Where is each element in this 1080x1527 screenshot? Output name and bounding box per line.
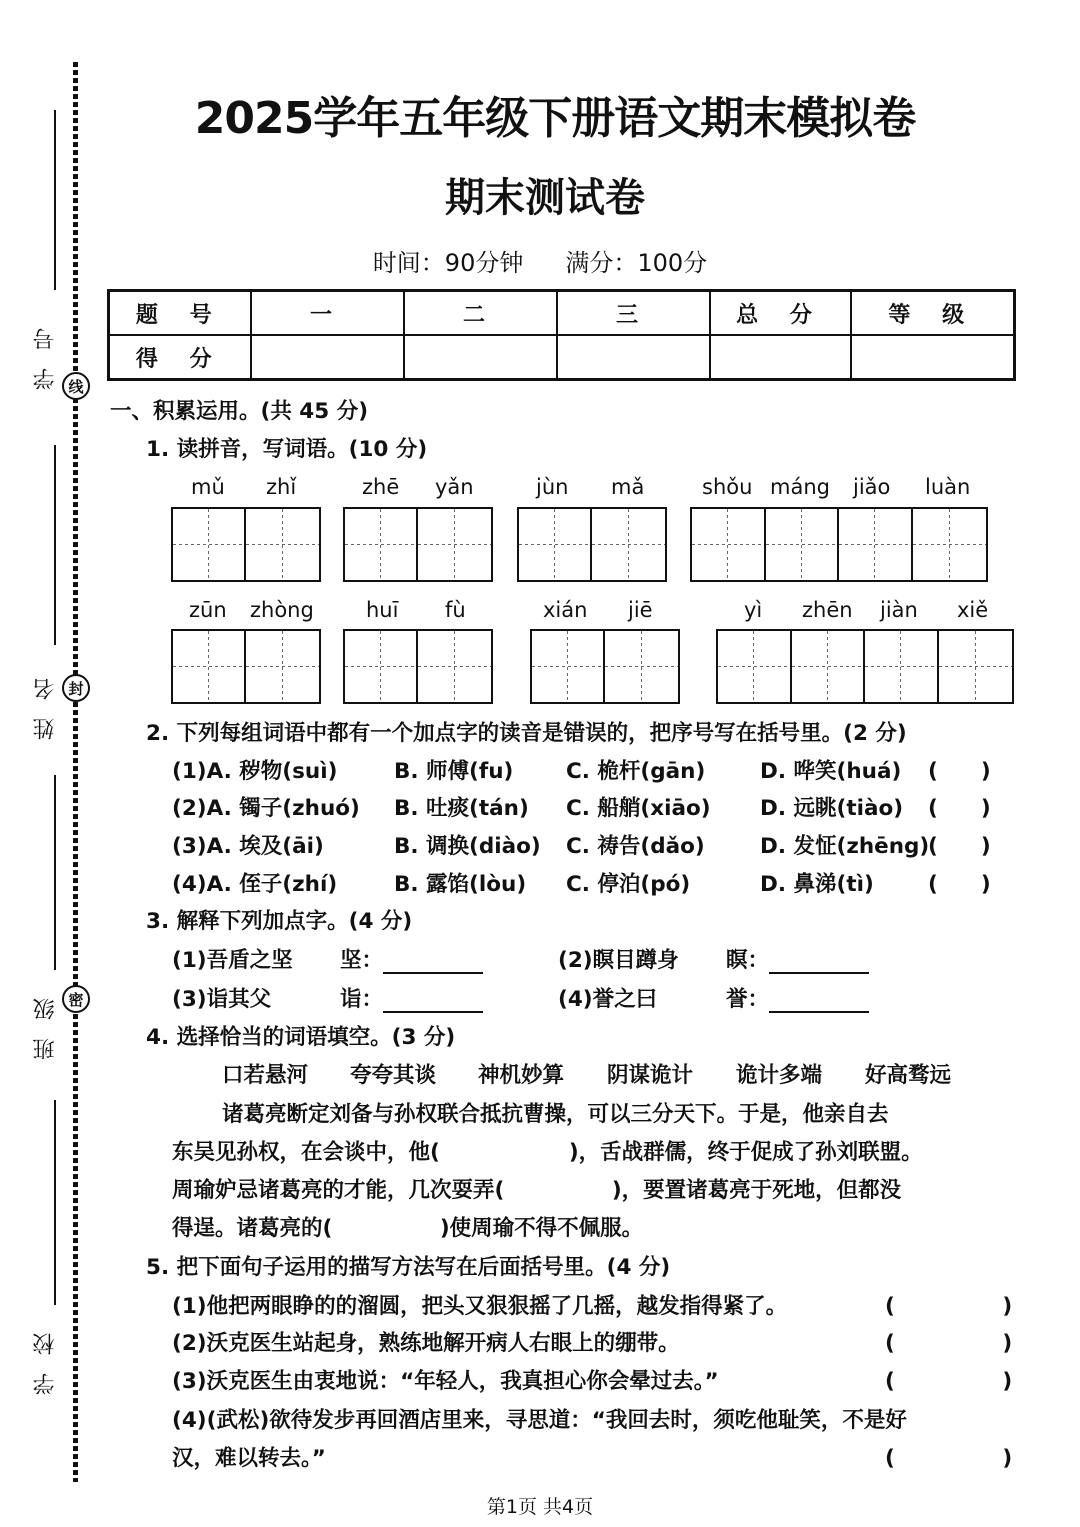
pinyin: zhē: [362, 475, 400, 499]
score-table: [107, 289, 1016, 381]
writing-grid[interactable]: [690, 507, 988, 582]
pinyin: jiǎo: [853, 475, 891, 499]
option-c: C. 船艄(xiāo): [566, 796, 711, 821]
word-option: 神机妙算: [478, 1063, 565, 1088]
writing-grid[interactable]: [171, 507, 321, 582]
option-a: (3)A. 埃及(āi): [172, 834, 324, 859]
sentence-item: (4)(武松)欲待发步再回酒店里来，寻思道：“我回去时，须吃他耻笑，不是好: [172, 1408, 907, 1433]
pinyin: jùn: [536, 475, 569, 499]
phrase: (3)诣其父: [172, 987, 272, 1012]
binding-mark-xian: 线: [62, 372, 90, 400]
answer-paren[interactable]: ( ): [885, 1369, 1013, 1394]
blank-label: 诣：: [340, 982, 483, 1013]
writing-grid[interactable]: [517, 507, 667, 582]
binding-mark-mi: 密: [62, 985, 90, 1013]
pinyin: xiě: [957, 598, 989, 622]
student-name-field: [30, 445, 66, 745]
option-b: B. 吐痰(tán): [394, 796, 529, 821]
answer-paren[interactable]: ( ): [928, 759, 991, 784]
question-title: 5. 把下面句子运用的描写方法写在后面括号里。(4 分): [146, 1255, 671, 1280]
pinyin: huī: [366, 598, 399, 622]
score-input-cell[interactable]: [557, 335, 710, 380]
sentence-item: (2)沃克医生站起身，熟练地解开病人右眼上的绷带。: [172, 1331, 680, 1356]
option-d: D. 远眺(tiào): [760, 796, 904, 821]
score-header-cell: 三: [557, 291, 710, 336]
passage-line: 东吴见孙权，在会谈中，他( )，舌战群儒，终于促成了孙刘联盟。: [172, 1140, 923, 1165]
pinyin: xián: [543, 598, 588, 622]
question-title: 3. 解释下列加点字。(4 分): [146, 909, 413, 934]
class-line: [54, 775, 56, 970]
answer-paren[interactable]: ( ): [885, 1446, 1013, 1471]
answer-paren[interactable]: ( ): [928, 872, 991, 897]
section-title: 一、积累运用。(共 45 分): [110, 399, 369, 424]
word-option: 好高骛远: [865, 1063, 952, 1088]
option-d: D. 发怔(zhēng): [760, 834, 930, 859]
pinyin: yì: [744, 598, 763, 622]
writing-grid[interactable]: [716, 629, 1014, 704]
option-c: C. 祷告(dǎo): [566, 834, 705, 859]
word-option: 夸夸其谈: [350, 1063, 437, 1088]
binding-margin: [0, 0, 100, 1527]
sentence-item: 汉，难以转去。”: [172, 1446, 326, 1471]
answer-paren[interactable]: ( ): [885, 1331, 1013, 1356]
score-header-cell: 题 号: [109, 291, 251, 336]
writing-grid[interactable]: [171, 629, 321, 704]
page-title: 2025学年五年级下册语文期末模拟卷: [194, 93, 916, 144]
page-footer: 第1页 共4页: [486, 1496, 594, 1518]
question-title: 4. 选择恰当的词语填空。(3 分): [146, 1025, 456, 1050]
score-input-cell[interactable]: [251, 335, 404, 380]
exam-full-score: 满分：100分: [565, 249, 708, 277]
word-option: 口若悬河: [222, 1063, 309, 1088]
option-a: (2)A. 镯子(zhuó): [172, 796, 360, 821]
question-title: 1. 读拼音，写词语。(10 分): [146, 437, 428, 462]
answer-blank[interactable]: [769, 952, 869, 974]
score-input-cell[interactable]: [851, 335, 1015, 380]
score-header-cell: 二: [404, 291, 557, 336]
page-subtitle: 期末测试卷: [445, 175, 645, 221]
pinyin: fù: [445, 598, 466, 622]
blank-label: 坚：: [340, 943, 483, 974]
writing-grid[interactable]: [343, 507, 493, 582]
answer-blank[interactable]: [383, 952, 483, 974]
pinyin: zūn: [189, 598, 227, 622]
sentence-item: (3)沃克医生由衷地说：“年轻人，我真担心你会晕过去。”: [172, 1369, 719, 1394]
exam-time: 时间：90分钟: [372, 249, 524, 277]
student-name-label: 姓名: [33, 660, 58, 740]
writing-grid[interactable]: [343, 629, 493, 704]
pinyin: zhǐ: [266, 475, 297, 499]
pinyin: máng: [770, 475, 830, 499]
blank-label: 瞑：: [726, 943, 869, 974]
phrase: (4)誉之曰: [558, 987, 658, 1012]
score-header-cell: 一: [251, 291, 404, 336]
student-name-line: [54, 445, 56, 645]
option-b: B. 调换(diào): [394, 834, 541, 859]
score-header-cell: 等 级: [851, 291, 1015, 336]
pinyin: zhòng: [250, 598, 314, 622]
passage-line: 得逞。诸葛亮的( )使周瑜不得不佩服。: [172, 1216, 644, 1241]
option-a: (4)A. 侄子(zhí): [172, 872, 338, 897]
score-row-label: 得 分: [109, 335, 251, 380]
passage-line: 诸葛亮断定刘备与孙权联合抵抗曹操，可以三分天下。于是，他亲自去: [222, 1102, 889, 1127]
answer-blank[interactable]: [769, 991, 869, 1013]
answer-paren[interactable]: ( ): [928, 834, 991, 859]
option-b: B. 露馅(lòu): [394, 872, 527, 897]
option-c: C. 桅杆(gān): [566, 759, 706, 784]
pinyin: jiē: [628, 598, 653, 622]
school-line: [54, 1100, 56, 1305]
option-a: (1)A. 秽物(suì): [172, 759, 338, 784]
class-label: 班级: [33, 980, 58, 1060]
exam-meta: [0, 243, 1080, 278]
binding-mark-feng: 封: [62, 674, 90, 702]
option-d: D. 鼻涕(tì): [760, 872, 874, 897]
answer-paren[interactable]: ( ): [928, 796, 991, 821]
answer-blank[interactable]: [383, 991, 483, 1013]
pinyin: yǎn: [435, 475, 474, 499]
pinyin: shǒu: [702, 475, 753, 499]
blank-label: 誉：: [726, 982, 869, 1013]
option-b: B. 师傅(fu): [394, 759, 514, 784]
score-input-cell[interactable]: [710, 335, 851, 380]
answer-paren[interactable]: ( ): [885, 1294, 1013, 1319]
school-label: 学校: [33, 1315, 58, 1395]
pinyin: mǎ: [611, 475, 645, 499]
pinyin: luàn: [925, 475, 971, 499]
phrase: (1)吾盾之坚: [172, 948, 293, 973]
score-input-cell[interactable]: [404, 335, 557, 380]
pinyin: mǔ: [191, 475, 225, 499]
pinyin: jiàn: [880, 598, 918, 622]
word-option: 阴谋诡计: [607, 1063, 694, 1088]
phrase: (2)瞑目蹲身: [558, 948, 679, 973]
class-field: [30, 775, 66, 1075]
word-option: 诡计多端: [736, 1063, 823, 1088]
school-field: [30, 1100, 66, 1400]
option-c: C. 停泊(pó): [566, 872, 691, 897]
student-id-label: 学号: [33, 310, 58, 390]
option-d: D. 哗笑(huá): [760, 759, 902, 784]
passage-line: 周瑜妒忌诸葛亮的才能，几次耍弄( )，要置诸葛亮于死地，但都没: [172, 1178, 902, 1203]
writing-grid[interactable]: [530, 629, 680, 704]
pinyin: zhēn: [802, 598, 853, 622]
score-header-cell: 总 分: [710, 291, 851, 336]
question-title: 2. 下列每组词语中都有一个加点字的读音是错误的，把序号写在括号里。(2 分): [146, 721, 907, 746]
sentence-item: (1)他把两眼睁的的溜圆，把头又狠狠摇了几摇，越发指得紧了。: [172, 1294, 788, 1319]
